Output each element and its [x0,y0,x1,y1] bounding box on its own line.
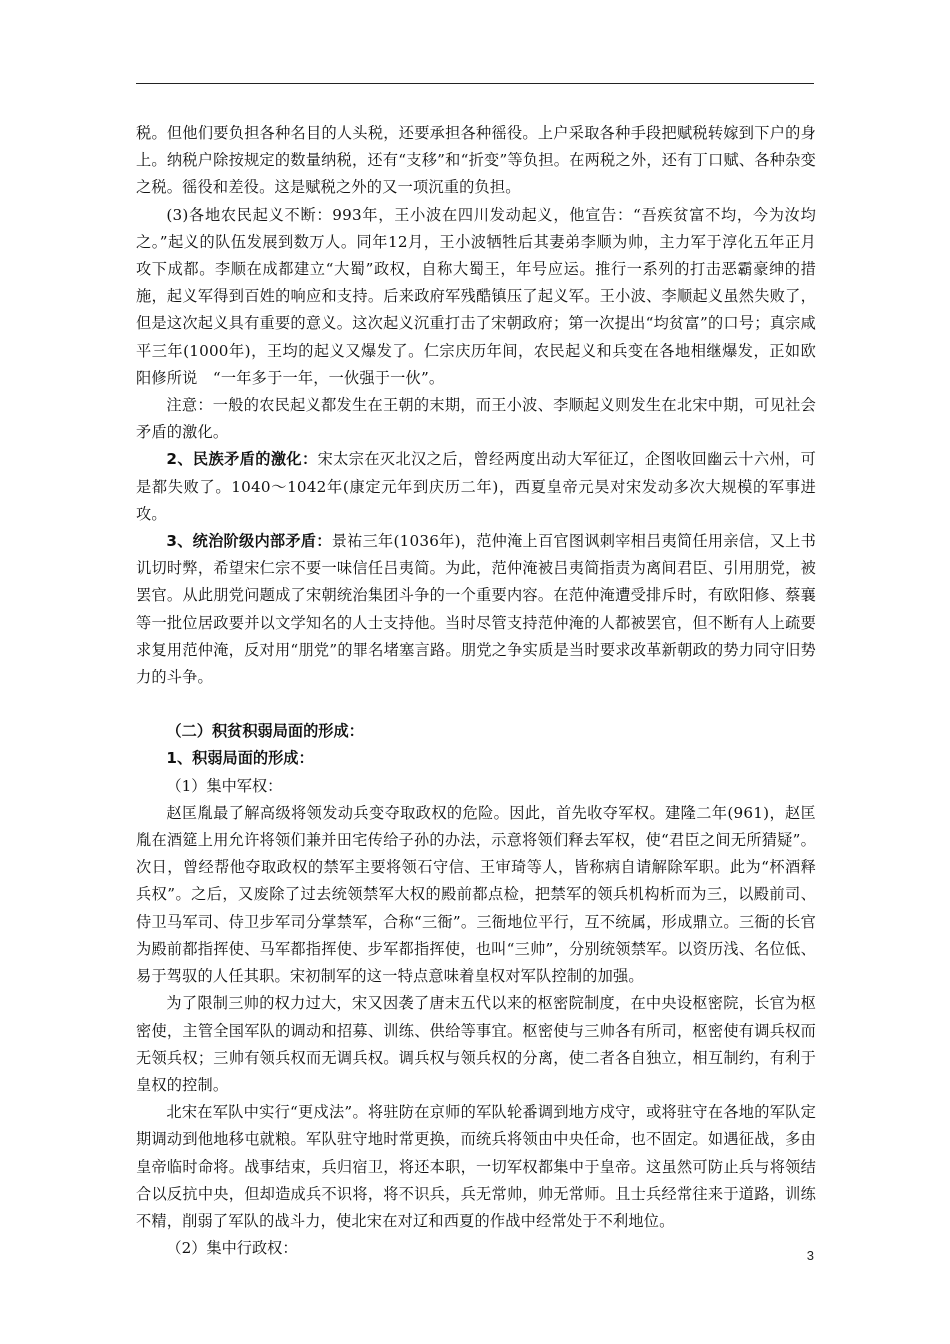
paragraph-tax-burden: 税。但他们要负担各种名目的人头税，还要承担各种徭役。上户采取各种手段把赋税转嫁到下户的身上。纳税户除按规定的数量纳税，还有“支移”和“折变”等负担。在两税之外，还有丁口赋、各种杂变之税。徭役和差役。这是赋税之外的又一项沉重的负担。 [136,124,816,197]
subsection-administrative-power: （2）集中行政权： [166,1239,298,1258]
page-number: 3 [806,1248,814,1263]
paragraph-garrison-rotation: 北宋在军队中实行“更戍法”。将驻防在京师的军队轮番调到地方戍守，或将驻守在各地的军队定期调动到他地移屯就粮。军队驻守地时常更换，而统兵将领由中央任命，也不固定。如遇征战，多由皇帝临时命将。战事结束，兵归宿卫，将还本职，一切军权都集中于皇帝。这虽然可防止兵与将领结合以反抗中央，但却造成兵不识将，将不识兵，兵无常帅，帅无常师。且士兵经常往来于道路，训练不精，削弱了军队的战斗力，使北宋在对辽和西夏的作战中经常处于不利地位。 [136,1103,816,1230]
header-rule [136,83,814,84]
paragraph-privy-council: 为了限制三帅的权力过大，宋又因袭了唐末五代以来的枢密院制度，在中央设枢密院，长官为枢密使，主管全国军队的调动和招募、训练、供给等事宜。枢密使与三帅各有所司，枢密使有调兵权而无领兵权；三帅有领兵权而无调兵权。调兵权与领兵权的分离，使二者各自独立，相互制约，有利于皇权的控制。 [136,994,816,1094]
paragraph-internal-conflict [136,528,816,691]
subsection-heading-weakness: 1、积弱局面的形成： [166,749,314,768]
internal-conflict-lead: 3、统治阶级内部矛盾： [166,532,332,551]
ethnic-conflict-lead: 2、民族矛盾的激化： [166,450,318,469]
document-body [136,120,816,1262]
section-heading-weakness: （二）积贫积弱局面的形成： [166,722,364,741]
paragraph-note: 注意：一般的农民起义都发生在王朝的末期，而王小波、李顺起义则发生在北宋中期，可见社会矛盾的激化。 [136,396,816,442]
paragraph-ethnic-conflict [136,446,816,528]
internal-conflict-body: 景祐三年(1036年)，范仲淹上百官图讽刺宰相吕夷简任用亲信，又上书讥切时弊，希望宋仁宗不要一味信任吕夷简。为此，范仲淹被吕夷简指责为离间君臣、引用朋党，被罢官。从此朋党问题成了宋朝统治集团斗争的一个重要内容。在范仲淹遭受排斥时，有欧阳修、蔡襄等一批位居政要并以文学知名的人士支持他。当时尽管支持范仲淹的人都被罢官，但不断有人上疏要求复用范仲淹，反对用“朋党”的罪名堵塞言路。朋党之争实质是当时要求改革新朝政的势力同守旧势力的斗争。 [136,532,816,687]
paragraph-peasant-uprisings: (3)各地农民起义不断：993年，王小波在四川发动起义，他宣告：“吾疾贫富不均，今为汝均之。”起义的队伍发展到数万人。同年12月，王小波牺牲后其妻弟李顺为帅，主力军于淳化五年正月攻下成都。李顺在成都建立“大蜀”政权，自称大蜀王，年号应运。推行一系列的打击恶霸豪绅的措施，起义军得到百姓的响应和支持。后来政府军残酷镇压了起义军。王小波、李顺起义虽然失败了，但是这次起义具有重要的意义。这次起义沉重打击了宋朝政府；第一次提出“均贫富”的口号；真宗咸平三年(1000年)，王均的起义又爆发了。仁宗庆历年间，农民起义和兵变在各地相继爆发，正如欧阳修所说 “一年多于一年，一伙强于一伙”。 [136,205,816,387]
paragraph-cup-of-wine: 赵匡胤最了解高级将领发动兵变夺取政权的危险。因此，首先收夺军权。建隆二年(961)，赵匡胤在酒筵上用允许将领们兼并田宅传给子孙的办法，示意将领们释去军权，使“君臣之间无所猜疑”。次日，曾经帮他夺取政权的禁军主要将领石守信、王审琦等人，皆称病自请解除军职。此为“杯酒释兵权”。之后，又废除了过去统领禁军大权的殿前都点检，把禁军的领兵机构析而为三，以殿前司、侍卫马军司、侍卫步军司分掌禁军，合称“三衙”。三衙地位平行，互不统属，形成鼎立。三衙的长官为殿前都指挥使、马军都指挥使、步军都指挥使，也叫“三帅”，分别统领禁军。以资历浅、名位低、易于驾驭的人任其职。宋初制军的这一特点意味着皇权对军队控制的加强。 [136,803,816,986]
subsection-military-power: （1）集中军权： [166,776,283,795]
ethnic-conflict-body: 宋太宗在灭北汉之后，曾经两度出动大军征辽，企图收回幽云十六州，可是都失败了。1040～1042年(康定元年到庆历二年)，西夏皇帝元昊对宋发动多次大规模的军事进攻。 [136,450,816,523]
section-gap [136,691,816,718]
